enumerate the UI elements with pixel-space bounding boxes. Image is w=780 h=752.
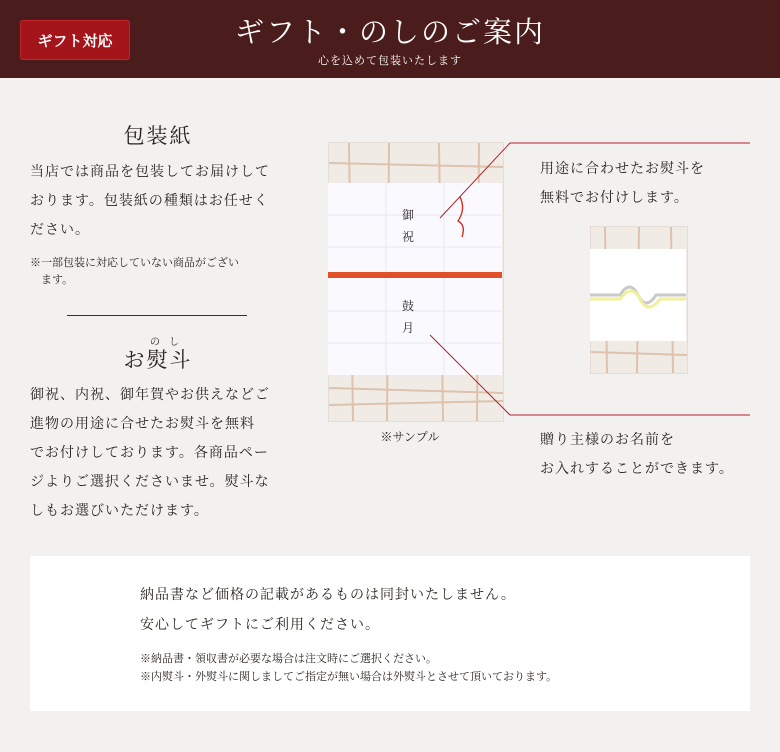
notice-box bbox=[30, 556, 750, 711]
noshi-name-char: 鼓 bbox=[402, 299, 415, 313]
sample-caption: ※サンプル bbox=[380, 430, 440, 444]
callout-line: 無料でお付けします。 bbox=[540, 190, 689, 206]
thumbnail-mizuhiki bbox=[590, 249, 686, 341]
thumbnail-noshi bbox=[590, 249, 686, 341]
wrapping-line: おります。包装紙の種類はお任せく bbox=[30, 193, 269, 209]
noshi-line: ジよりご選択くださいませ。熨斗な bbox=[30, 474, 270, 490]
notice-line: 安心してギフトにご利用ください。 bbox=[140, 617, 380, 633]
wrapping-note-line: ます。 bbox=[30, 273, 74, 286]
notice-note-line: ※納品書・領収書が必要な場合は注文時にご選択ください。 bbox=[140, 652, 437, 665]
notice-note-line: ※内熨斗・外熨斗に関しましてご指定が無い場合は外熨斗とさせて頂いております。 bbox=[140, 670, 558, 683]
wrapping-line: ださい。 bbox=[30, 222, 90, 238]
wrapping-note-line: ※一部包装に対応していない商品がござい bbox=[30, 256, 239, 269]
callout-line: お入れすることができます。 bbox=[540, 461, 734, 477]
wrapping-heading: 包装紙 bbox=[123, 124, 193, 148]
page-title: ギフト・のしのご案内 bbox=[234, 15, 545, 49]
noshi-ruby: のし bbox=[150, 337, 188, 348]
noshi-purpose-char: 御 bbox=[402, 208, 415, 222]
noshi-line: 御祝、内祝、御年賀やお供えなどご bbox=[30, 387, 270, 403]
callout-name bbox=[540, 426, 734, 484]
noshi-heading: お熨斗 bbox=[123, 348, 193, 372]
noshi-line: しもお選びいただけます。 bbox=[30, 503, 209, 519]
wrapping-line: 当店では商品を包装してお届けして bbox=[30, 164, 270, 180]
notice-notes bbox=[140, 650, 557, 686]
noshi-line: でお付けしております。各商品ペー bbox=[30, 445, 269, 461]
notice-line: 納品書など価格の記載があるものは同封いたしません。 bbox=[140, 587, 516, 603]
noshi-name-char: 月 bbox=[402, 321, 415, 335]
notice-text bbox=[140, 580, 516, 640]
noshi-purpose-char: 祝 bbox=[402, 230, 415, 244]
page-subtitle: 心を込めて包装いたします bbox=[318, 54, 462, 67]
noshi-line: 進物の用途に合せたお熨斗を無料 bbox=[30, 416, 255, 432]
callout-line: 用途に合わせたお熨斗を bbox=[540, 161, 705, 177]
gift-badge: ギフト対応 bbox=[20, 20, 130, 60]
callout-purpose bbox=[540, 155, 705, 213]
callout-line: 贈り主様のお名前を bbox=[540, 432, 675, 448]
